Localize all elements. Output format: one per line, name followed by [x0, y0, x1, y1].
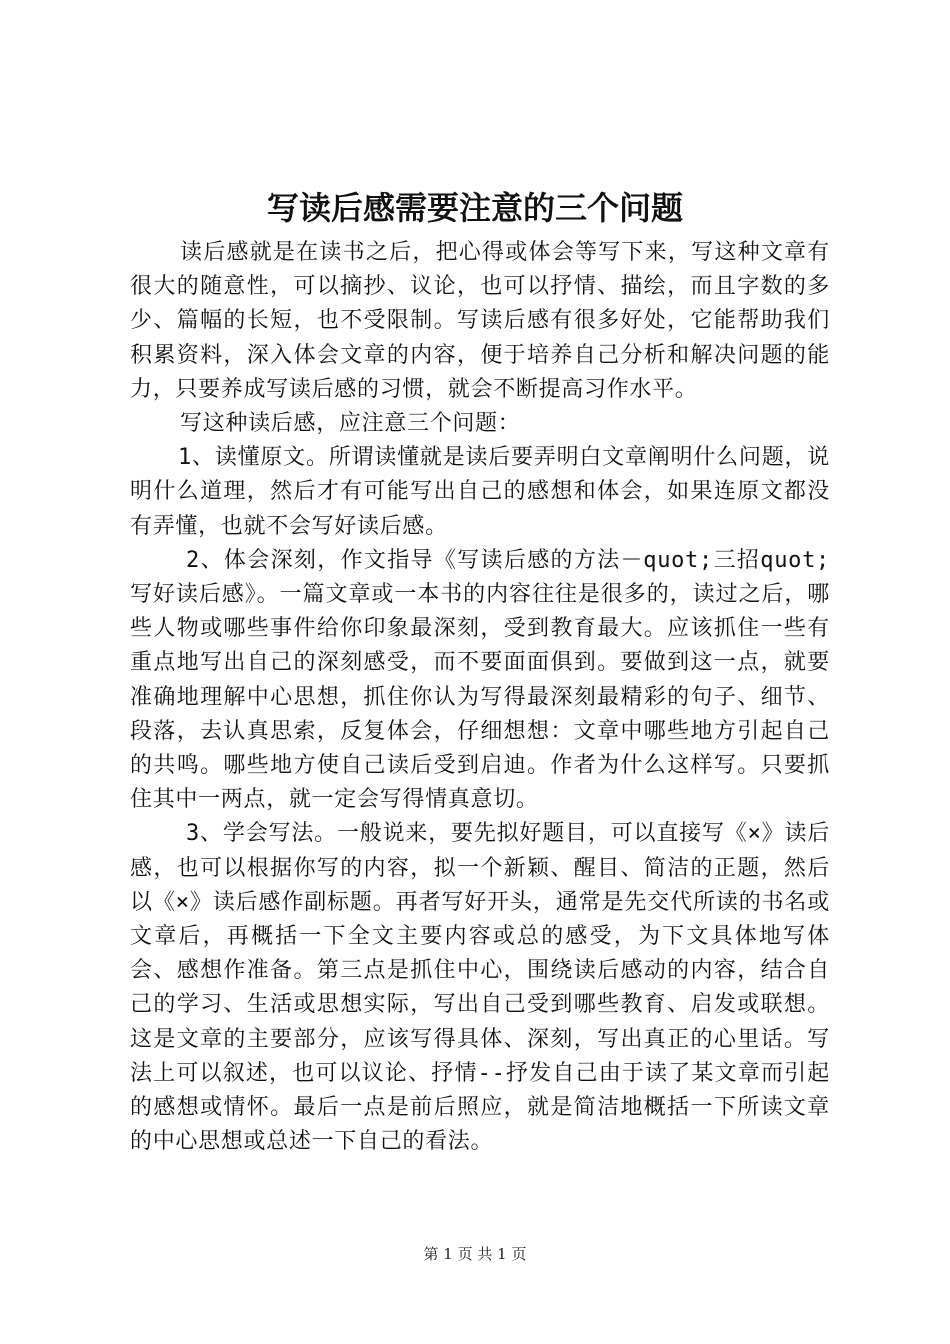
paragraph-point-3: 3、学会写法。一般说来，要先拟好题目，可以直接写《×》读后感，也可以根据你写的内容，拟一个新颖、醒目、简洁的正题，然后以《×》读后感作副标题。再者写好开头，通常是先交代所读的书名或文章后，再概括一下全文主要内容或总的感受，为下文具体地写体会、感想作准备。第三点是抓住中心，围绕读后感动的内容，结合自己的学习、生活或思想实际，写出自己受到哪些教育、启发或联想。这是文章的主要部分，应该写得具体、深刻，写出真正的心里话。写法上可以叙述，也可以议论、抒情--抒发自己由于读了某文章而引起的感想或情怀。最后一点是前后照应，就是简洁地概括一下所读文章的中心思想或总述一下自己的看法。	[130, 821, 830, 1155]
document-title: 写读后感需要注意的三个问题	[266, 189, 683, 227]
paragraph-intro: 读后感就是在读书之后，把心得或体会等写下来，写这种文章有很大的随意性，可以摘抄、议论，也可以抒情、描绘，而且字数的多少、篇幅的长短，也不受限制。写读后感有很多好处，它能帮助我们积累资料，深入体会文章的内容，便于培养自己分析和解决问题的能力，只要养成写读后感的习惯，就会不断提高习作水平。	[130, 240, 830, 402]
paragraph-point-2: 2、体会深刻，作文指导《写读后感的方法－quot;三招quot;写好读后感》。一篇文章或一本书的内容往往是很多的，读过之后，哪些人物或哪些事件给你印象最深刻，受到教育最大。应该抓住一些有重点地写出自己的深刻感受，而不要面面俱到。要做到这一点，就要准确地理解中心思想，抓住你认为写得最深刻最精彩的句子、细节、段落，去认真思索，反复体会，仔细想想：文章中哪些地方引起自己的共鸣。哪些地方使自己读后受到启迪。作者为什么这样写。只要抓住其中一两点，就一定会写得情真意切。	[130, 547, 830, 813]
paragraph-lead: 写这种读后感，应注意三个问题：	[180, 411, 521, 437]
document-body	[130, 236, 830, 1159]
paragraph-point-1: 1、读懂原文。所谓读懂就是读后要弄明白文章阐明什么问题，说明什么道理，然后才有可能写出自己的感想和体会，如果连原文都没有弄懂，也就不会写好读后感。	[130, 445, 830, 539]
page-number-footer: 第 1 页 共 1 页	[423, 1245, 527, 1263]
